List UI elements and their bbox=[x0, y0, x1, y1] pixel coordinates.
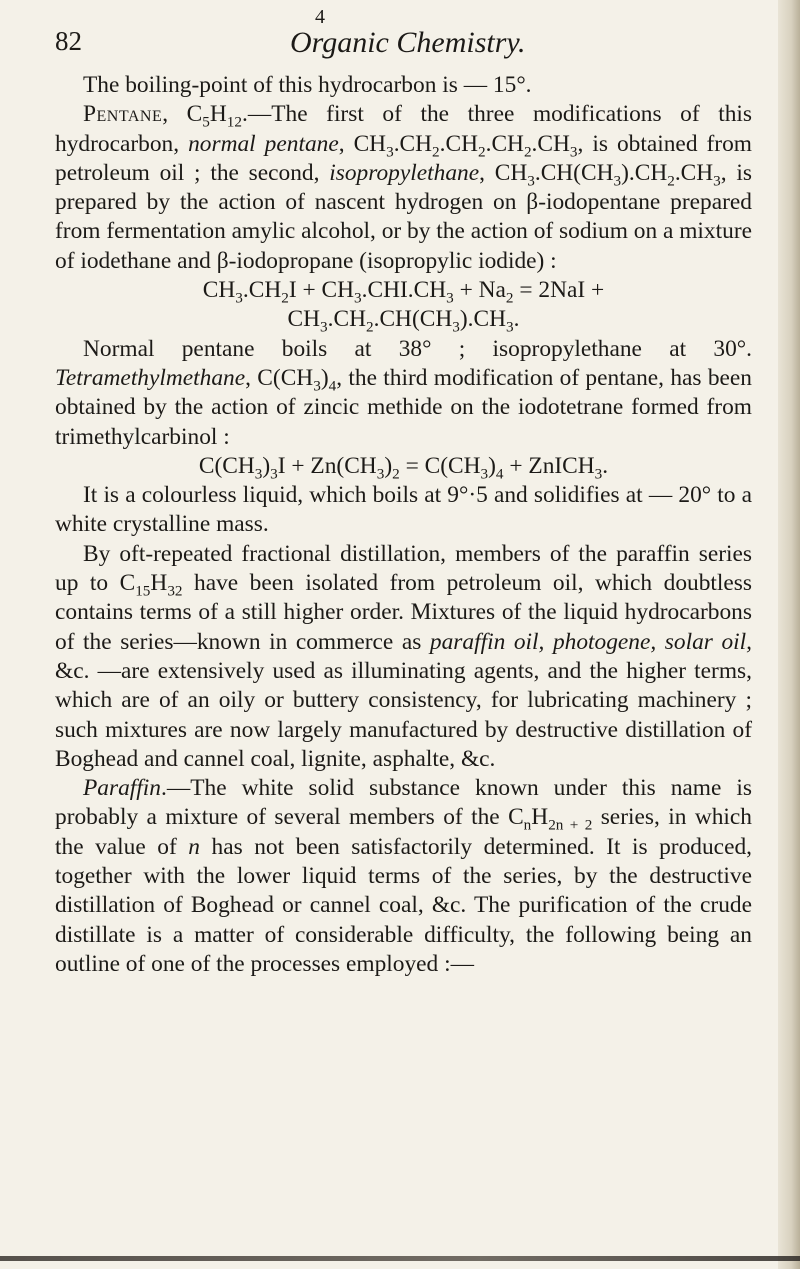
equation-1-line-2: $CH_3.CH_2.CH(CH_3).CH_3$. bbox=[287, 306, 520, 336]
paragraph: It is a colourless liquid, which boils at 9°·5 and solidifies at — 20° to a white crystalline mass. bbox=[55, 482, 752, 538]
page-body bbox=[55, 71, 752, 979]
section-heading: Paraffin bbox=[83, 775, 161, 802]
signature-marker: 4 bbox=[315, 6, 325, 28]
section-heading: Pentane bbox=[83, 101, 163, 128]
paragraph-paraffin: Paraffin.—The white solid substance known under this name is probably a mixture of several members of the $C_nH_{2n + 2}$ series, in which the value of n has not been satisfactorily determined. It is produced, together with the lower liquid terms of the series, by the destructive distillation of Boghead or cannel coal, &c. The purification of the crude distillate is a matter of considerable difficulty, the following being an outline of one of the processes employed :— bbox=[55, 775, 752, 977]
paragraph-tetramethylmethane: Normal pentane boils at 38° ; isopropylethane at 30°. Tetramethylmethane, $C(CH_3)_4$, the third modification of pentane, has been obtained by the action of zincic methide on the iodotetrane formed from trimethylcarbinol : bbox=[55, 335, 752, 450]
paragraph: The boiling-point of this hydrocarbon is — 15°. bbox=[83, 72, 532, 98]
bottom-edge-rule bbox=[0, 1256, 800, 1261]
equation-2: $C(CH_3)_3I + Zn(CH_3)_2 = C(CH_3)_4$ + ZnICH$_3$. bbox=[198, 452, 609, 483]
page-number: 82 bbox=[55, 26, 82, 56]
paragraph-pentane: Pentane, $C_5H_{12}.—The$ first of the three modifications of this hydrocarbon, normal pentane, $CH_3.CH_2.CH_2.CH_2.CH_3$, is obtained from petroleum oil ; the second, isopropylethane, $CH_3.CH(CH_3).CH_2.CH_3$, is prepared by the action of nascent hydrogen on β-iodopentane prepared from fermentation amylic alcohol, or by the action of sodium on a mixture of iodethane and β-iodopropane (isopropylic iodide) : bbox=[55, 101, 752, 274]
paragraph-distillation: By oft-repeated fractional distillation, members of the paraffin series up to $C_{15}H_{32}$ have been isolated from petroleum oil, which doubtless contains terms of a still higher order. Mixtures of the liquid hydrocarbons of the series—known in commerce as paraffin oil, photogene, solar oil, &c. —are extensively used as illuminating agents, and the higher terms, which are of an oily or buttery consistency, for lubricating machinery ; such mixtures are now largely manufactured by destructive distillation of Boghead and cannel coal, lignite, asphalte, &c. bbox=[55, 540, 753, 772]
page-edge-shadow bbox=[778, 0, 800, 1269]
equation-1-line-1: $CH_3.CH_2I + CH_3.CHI.CH_3 + Na_2 = 2NaI$ + bbox=[202, 277, 605, 307]
running-title: Organic Chemistry. bbox=[290, 26, 526, 59]
page-header bbox=[55, 6, 755, 68]
